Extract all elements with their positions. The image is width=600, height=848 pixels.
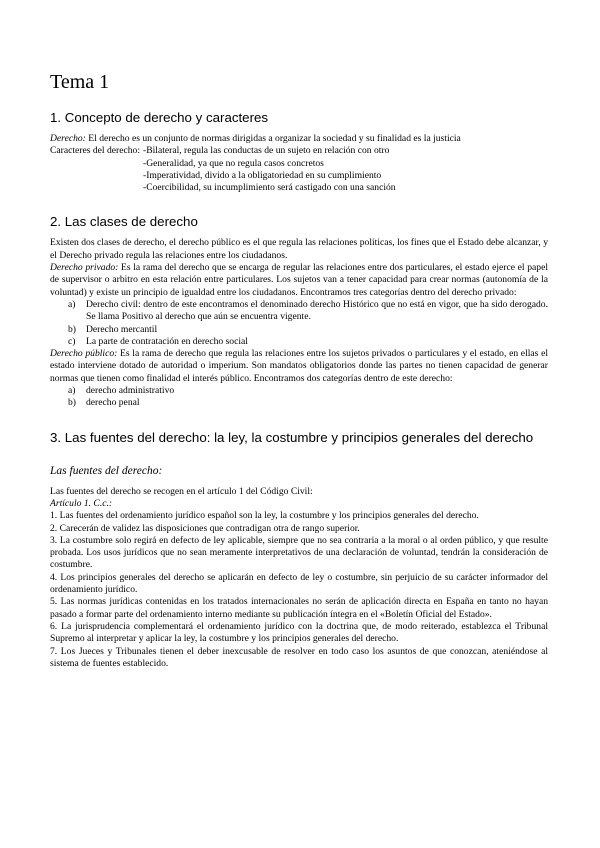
fuentes-subheading: Las fuentes del derecho: xyxy=(50,464,163,477)
publico-list xyxy=(50,385,548,410)
privado-label: Derecho privado: xyxy=(50,262,119,274)
article-item: 3. La costumbre solo regirá en defecto de ley aplicable, siempre que no sea contraria a la moral o al orden público, y que resulte probada. Los usos jurídicos que no sean meramente interpretativos de una declaración de voluntad, tendrán la consideración de costumbre. xyxy=(50,534,548,571)
characteristic-item: -Bilateral, regula las conductas de un sujeto en relación con otro xyxy=(143,145,390,157)
list-item-text: derecho penal xyxy=(86,397,140,409)
section-heading-2: 2. Las clases de derecho xyxy=(50,214,198,230)
article-item: 2. Carecerán de validez las disposiciones que contradigan otra de rango superior. xyxy=(50,522,360,534)
section-heading-3: 3. Las fuentes del derecho: la ley, la costumbre y principios generales del derecho xyxy=(50,429,534,445)
page-title: Tema 1 xyxy=(50,71,110,93)
privado-text: Es la rama del derecho que se encarga de regular las relaciones entre dos particulares, el estado ejerce el papel de supervisor o arbitro en esta relación entre particulares. Los sujetos van a tener capacidad para crear normas (autonomía de la voluntad) y existe un principio de igualdad entre los ciudadanos. Encontramos tres categorías dentro del derecho privado: xyxy=(50,262,548,298)
article-item: 1. Las fuentes del ordenamiento jurídico español son la ley, la costumbre y los principios generales del derecho. xyxy=(50,510,479,522)
list-item-text: Derecho mercantil xyxy=(86,323,158,335)
article-item: 4. Los principios generales del derecho se aplicarán en defecto de ley o costumbre, sin perjuicio de su carácter informador del ordenamiento jurídico. xyxy=(50,571,548,596)
list-marker: a) xyxy=(68,385,76,397)
definition-text: El derecho es un conjunto de normas dirigidas a organizar la sociedad y su finalidad es la justicia xyxy=(85,133,461,144)
list-item xyxy=(68,298,548,324)
list-item xyxy=(68,335,548,348)
list-item xyxy=(68,385,548,397)
list-marker: b) xyxy=(68,323,76,335)
article-item: 6. La jurisprudencia complementará el ordenamiento jurídico con la doctrina que, de modo reiterado, establezca el Tribunal Supremo al interpretar y aplicar la ley, la costumbre y los principios generales del derecho. xyxy=(50,620,548,645)
section-fuentes xyxy=(50,430,548,670)
characteristic-item: -Coercibilidad, su incumplimiento será castigado con una sanción xyxy=(143,182,396,194)
list-item xyxy=(68,397,548,409)
characteristics-list xyxy=(50,145,548,194)
list-item xyxy=(68,323,548,336)
list-item-text: derecho administrativo xyxy=(86,385,175,397)
publico-label: Derecho público: xyxy=(50,348,118,360)
section-clases xyxy=(50,214,548,409)
document-page xyxy=(50,70,548,670)
list-marker: a) xyxy=(68,298,76,310)
list-item-text: La parte de contratación en derecho social xyxy=(86,335,248,347)
fuentes-intro: Las fuentes del derecho se recogen en el artículo 1 del Código Civil: xyxy=(50,485,313,497)
privado-paragraph xyxy=(50,262,548,299)
clases-intro: Existen dos clases de derecho, el derecho público es el que regula las relaciones políticas, los fines que el Estado debe alcanzar, y el Derecho privado regula las relaciones entre los ciudadanos. xyxy=(50,237,548,261)
article-label: Artículo 1. C.c.: xyxy=(50,497,113,509)
characteristic-item: -Generalidad, ya que no regula casos concretos xyxy=(143,157,324,169)
list-item-text: Derecho civil: dentro de este encontramos el denominado derecho Histórico que no está en vigor, que ha sido derogado. Se llama Positivo al derecho que aún se encuentra vigente. xyxy=(86,298,548,323)
section-concepto xyxy=(50,110,548,194)
privado-list xyxy=(50,299,548,348)
publico-text: Es la rama de derecho que regula las relaciones entre los sujetos privados o particulares y el estado, en ellas el estado interviene dotado de autoridad o imperium. Son mandatos obligatorios donde las partes no tienen capacidad de generar normas que tienen como finalidad el interés público. Encontramos dos categorías dentro de este derecho: xyxy=(50,348,548,384)
article-item: 5. Las normas jurídicas contenidas en los tratados internacionales no serán de aplicación directa en España en tanto no hayan pasado a formar parte del ordenamiento interno mediante su publicación íntegra en el «Boletín Oficial del Estado». xyxy=(50,596,548,620)
definition-label: Derecho: xyxy=(50,133,86,144)
section-heading-1: 1. Concepto de derecho y caracteres xyxy=(50,110,269,125)
list-marker: b) xyxy=(68,397,76,409)
definition-paragraph xyxy=(50,133,548,145)
characteristics-label: Caracteres del derecho: xyxy=(50,145,141,157)
list-marker: c) xyxy=(68,335,76,347)
article-item: 7. Los Jueces y Tribunales tienen el deber inexcusable de resolver en todo caso los asuntos de que conozcan, ateniéndose al sistema de fuentes establecido. xyxy=(50,645,548,669)
characteristic-item: -Imperatividad, divido a la obligatoriedad en su cumplimiento xyxy=(143,169,382,181)
publico-paragraph xyxy=(50,348,548,385)
